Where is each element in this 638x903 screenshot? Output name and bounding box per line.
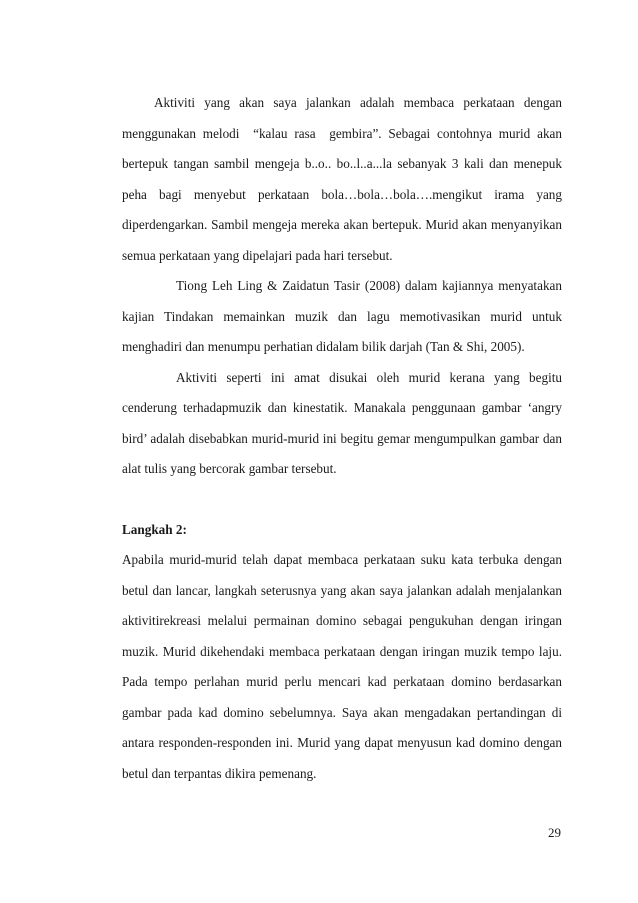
paragraph-4: Apabila murid-murid telah dapat membaca perkataan suku kata terbuka dengan betul dan lancar, langkah seterusnya yang akan saya jalankan adalah menjalankan aktivitirekreasi melalui permainan domino sebagai pengukuhan dengan iringan muzik. Murid dikehendaki membaca perkataan dengan iringan muzik tempo laju. Pada tempo perlahan murid perlu mencari kad perkataan domino berdasarkan gambar pada kad domino sebelumnya. Saya akan mengadakan pertandingan di antara responden-responden ini. Murid yang dapat menyusun kad domino dengan betul dan terpantas dikira pemenang. [122,552,562,781]
paragraph-2: Tiong Leh Ling & Zaidatun Tasir (2008) dalam kajiannya menyatakan kajian Tindakan memainkan muzik dan lagu memotivasikan murid untuk menghadiri dan menumpu perhatian didalam bilik darjah (Tan & Shi, 2005). [122,278,562,354]
section-heading: Langkah 2: [122,521,187,537]
body-text [122,88,562,789]
paragraph-1: Aktiviti yang akan saya jalankan adalah membaca perkataan dengan menggunakan melodi “kalau rasa gembira”. Sebagai contohnya murid akan bertepuk tangan sambil mengeja b..o.. bo..l..a...la sebanyak 3 kali dan menepuk peha bagi menyebut perkataan bola…bola…bola….mengikut irama yang diperdengarkan. Sambil mengeja mereka akan bertepuk. Murid akan menyanyikan semua perkataan yang dipelajari pada hari tersebut. [122,95,562,263]
paragraph-3: Aktiviti seperti ini amat disukai oleh murid kerana yang begitu cenderung terhadapmuzik dan kinestatik. Manakala penggunaan gambar ‘angry bird’ adalah disebabkan murid-murid ini begitu gemar mengumpulkan gambar dan alat tulis yang bercorak gambar tersebut. [122,369,562,476]
section-gap [122,485,562,515]
page-number: 29 [548,825,561,840]
